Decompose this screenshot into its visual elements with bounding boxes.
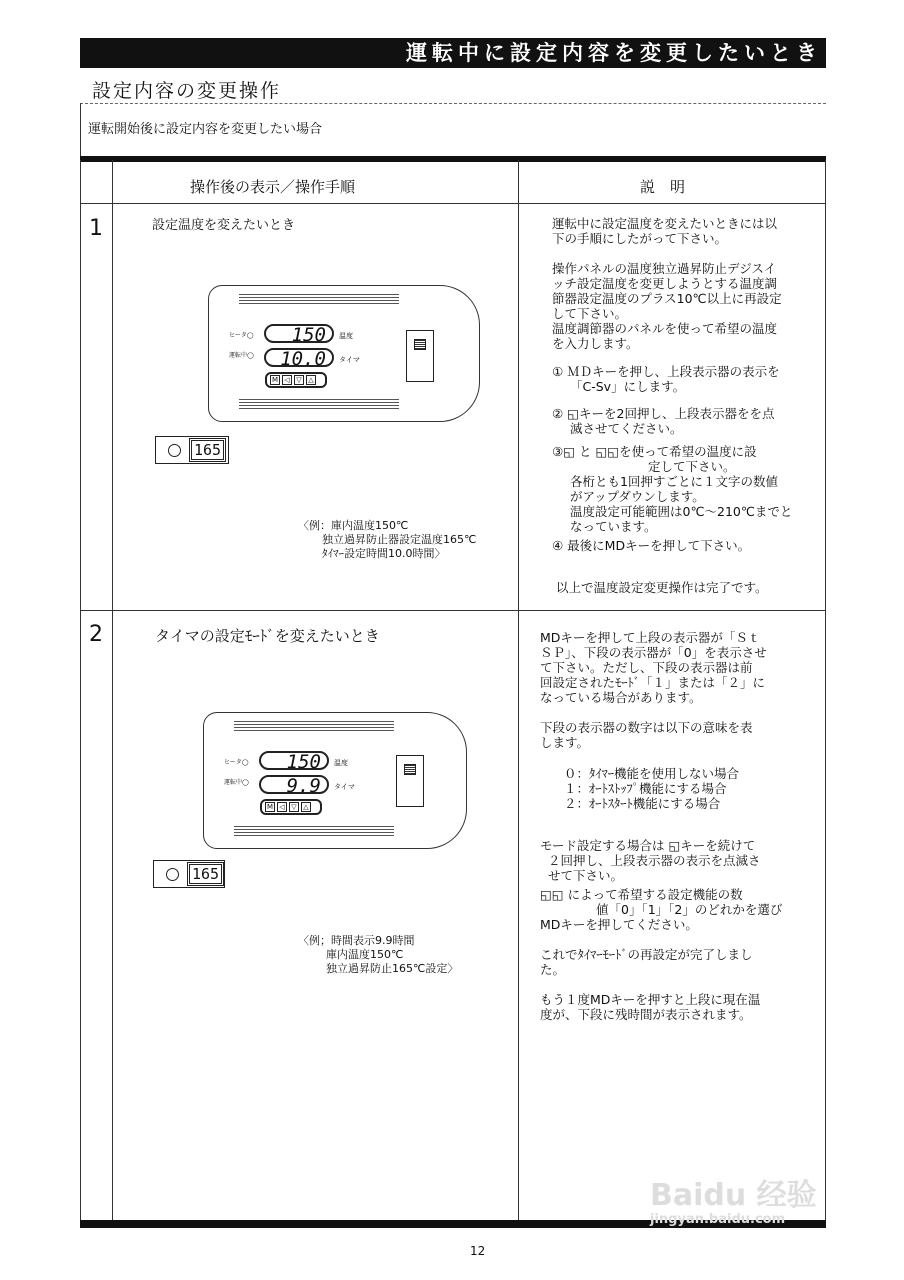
example-line: 〈例：庫内温度150℃ bbox=[298, 519, 409, 532]
text-line: これでﾀｲﾏｰﾓｰﾄﾞの再設定が完了しまし bbox=[540, 947, 753, 962]
key-pad bbox=[265, 372, 327, 388]
list-item: ２：ｵｰﾄｽﾀｰﾄ機能にする場合 bbox=[564, 796, 721, 811]
heater-indicator-label: ヒータ◯ bbox=[229, 332, 254, 339]
header-row-line bbox=[80, 203, 826, 204]
digi-switch-window bbox=[404, 764, 416, 775]
example-line: ﾀｲﾏｰ設定時間10.0時間〉 bbox=[322, 547, 446, 560]
baidu-watermark: Baidu 经验 bbox=[650, 1178, 817, 1213]
upper-display: 150 bbox=[264, 324, 334, 343]
section-note: 運転開始後に設定内容を変更したい場合 bbox=[88, 122, 323, 137]
lower-display: 10.0 bbox=[264, 348, 334, 367]
step-title: 設定温度を変えたいとき bbox=[152, 218, 296, 233]
text-line: 運転中に設定温度を変えたいときには以 bbox=[552, 216, 778, 231]
digi-switch[interactable] bbox=[406, 330, 434, 382]
control-panel bbox=[203, 712, 467, 849]
divider bbox=[80, 103, 826, 104]
vent-grille-top bbox=[239, 294, 399, 304]
text-line: 温度調節器のパネルを使って希望の温度 bbox=[552, 321, 778, 336]
page-banner: 運転中に設定内容を変更したいとき bbox=[80, 38, 826, 68]
text-line: ２回押し、上段表示器の表示を点滅さ bbox=[548, 853, 761, 868]
text-line: なっています。 bbox=[570, 519, 657, 534]
text-line: 定して下さい。 bbox=[648, 459, 736, 474]
key-pad bbox=[260, 799, 322, 815]
step1-explanation bbox=[552, 216, 814, 351]
overheat-setting-display[interactable]: 165 bbox=[191, 440, 224, 460]
example-note bbox=[298, 519, 476, 561]
overheat-protector-panel bbox=[155, 436, 229, 464]
upper-display: 150 bbox=[259, 751, 329, 770]
row-divider bbox=[80, 610, 826, 611]
down-key[interactable]: ▽ bbox=[289, 802, 299, 812]
mode-list bbox=[564, 766, 739, 811]
lamp-icon bbox=[166, 868, 179, 881]
table-top-bar bbox=[80, 156, 826, 162]
example-line: 独立過昇防止165℃設定〉 bbox=[326, 962, 459, 975]
text-line: 値「0」「1」「2」のどれかを選び bbox=[596, 902, 783, 917]
text-line: 各桁とも1回押すごとに１文字の数値 bbox=[570, 474, 778, 489]
text-line: MDキーを押してください。 bbox=[540, 917, 698, 932]
text-line: ① ＭＤキーを押し、上段表示器の表示を bbox=[552, 364, 780, 379]
text-line: て下さい。ただし、下段の表示器は前 bbox=[540, 660, 753, 675]
text-line: ＳＰ」、下段の表示器が「0」を表示させ bbox=[540, 645, 767, 660]
text-line: 温度設定可能範囲は0℃～210℃までと bbox=[570, 504, 793, 519]
text-line: もう１度MDキーを押すと上段に現在温 bbox=[540, 992, 761, 1007]
example-note bbox=[298, 934, 458, 976]
column-header-explanation: 説 明 bbox=[640, 178, 686, 196]
text-line: 回設定されたﾓｰﾄﾞ「１」または「２」に bbox=[540, 675, 766, 690]
vent-grille-bottom bbox=[239, 399, 399, 409]
column-header-procedure: 操作後の表示／操作手順 bbox=[190, 178, 356, 196]
table-col-divider-2 bbox=[518, 160, 519, 1222]
step1-procedure bbox=[552, 364, 814, 553]
timer-label: タイマ bbox=[339, 356, 360, 364]
down-key[interactable]: ▽ bbox=[294, 375, 304, 385]
control-panel bbox=[208, 285, 480, 422]
step2-procedure bbox=[540, 838, 812, 1022]
example-line: 庫内温度150℃ bbox=[326, 948, 404, 961]
text-line: 節器設定温度のプラス10℃以上に再設定 bbox=[552, 291, 782, 306]
text-line: がアップダウンします。 bbox=[570, 489, 705, 504]
text-line: モード設定する場合は ◱キーを続けて bbox=[540, 838, 756, 853]
step2-explanation bbox=[540, 630, 812, 750]
text-line: ④ 最後にMDキーを押して下さい。 bbox=[552, 538, 751, 553]
timer-label: タイマ bbox=[334, 783, 355, 791]
step1-closing: 以上で温度設定変更操作は完了です。 bbox=[556, 580, 768, 595]
watermark-url: jingyan.baidu.com bbox=[650, 1212, 786, 1227]
digi-switch[interactable] bbox=[396, 755, 424, 807]
running-indicator-label: 運転中◯ bbox=[224, 779, 249, 786]
text-line: ③◱ と ◱◱を使って希望の温度に設 bbox=[552, 444, 757, 459]
text-line: なっている場合があります。 bbox=[540, 690, 702, 705]
shift-key[interactable]: ◁ bbox=[282, 375, 292, 385]
up-key[interactable]: △ bbox=[301, 802, 311, 812]
text-line: 操作パネルの温度独立過昇防止デジスイ bbox=[552, 261, 777, 276]
temperature-label: 温度 bbox=[334, 759, 348, 767]
up-key[interactable]: △ bbox=[306, 375, 316, 385]
section-subtitle: 設定内容の変更操作 bbox=[92, 80, 282, 102]
page-number: 12 bbox=[470, 1244, 486, 1258]
example-line: 独立過昇防止器設定温度165℃ bbox=[322, 533, 477, 546]
list-item: １：ｵｰﾄｽﾄｯﾌﾟ機能にする場合 bbox=[564, 781, 727, 796]
text-line: ② ◱キーを2回押し、上段表示器をを点 bbox=[552, 406, 775, 421]
step-number: 1 bbox=[89, 216, 103, 241]
digi-switch-window bbox=[414, 339, 426, 350]
spacer bbox=[552, 246, 814, 261]
md-key[interactable]: M bbox=[271, 376, 279, 384]
vent-grille-bottom bbox=[234, 826, 394, 836]
table-right-border bbox=[825, 160, 826, 1222]
text-line: 滅させてください。 bbox=[570, 421, 683, 436]
text-line: します。 bbox=[540, 735, 590, 750]
text-line: を入力します。 bbox=[552, 336, 639, 351]
md-key[interactable]: M bbox=[266, 803, 274, 811]
example-line: 〈例；時間表示9.9時間 bbox=[298, 934, 415, 947]
step-title: タイマの設定ﾓｰﾄﾞを変えたいとき bbox=[155, 627, 380, 645]
step-number: 2 bbox=[89, 622, 103, 647]
lower-display: 9.9 bbox=[259, 775, 329, 794]
text-line: MDキーを押して上段の表示器が「Ｓｔ bbox=[540, 630, 761, 645]
text-line: 度が、下段に残時間が表示されます。 bbox=[540, 1007, 752, 1022]
overheat-setting-display[interactable]: 165 bbox=[189, 864, 222, 884]
vent-grille-top bbox=[234, 721, 394, 731]
overheat-protector-panel bbox=[153, 860, 225, 888]
text-line: ッチ設定温度を変更しようとする温度調 bbox=[552, 276, 778, 291]
lamp-icon bbox=[168, 444, 181, 457]
text-line: た。 bbox=[540, 962, 566, 977]
table-left-border bbox=[80, 160, 81, 1222]
table-col-divider-1 bbox=[112, 160, 113, 1222]
list-item: ０：ﾀｲﾏｰ機能を使用しない場合 bbox=[564, 766, 740, 781]
text-line: して下さい。 bbox=[552, 306, 628, 321]
left-border bbox=[80, 103, 81, 158]
heater-indicator-label: ヒータ◯ bbox=[224, 759, 249, 766]
running-indicator-label: 運転中◯ bbox=[229, 352, 254, 359]
text-line: 下の手順にしたがって下さい。 bbox=[552, 231, 728, 246]
text-line: 「C-Sv」にします。 bbox=[570, 379, 686, 394]
text-line: せて下さい。 bbox=[548, 868, 624, 883]
temperature-label: 温度 bbox=[339, 332, 353, 340]
text-line: ◱◱ によって希望する設定機能の数 bbox=[540, 887, 743, 902]
text-line: 下段の表示器の数字は以下の意味を表 bbox=[540, 720, 753, 735]
shift-key[interactable]: ◁ bbox=[277, 802, 287, 812]
